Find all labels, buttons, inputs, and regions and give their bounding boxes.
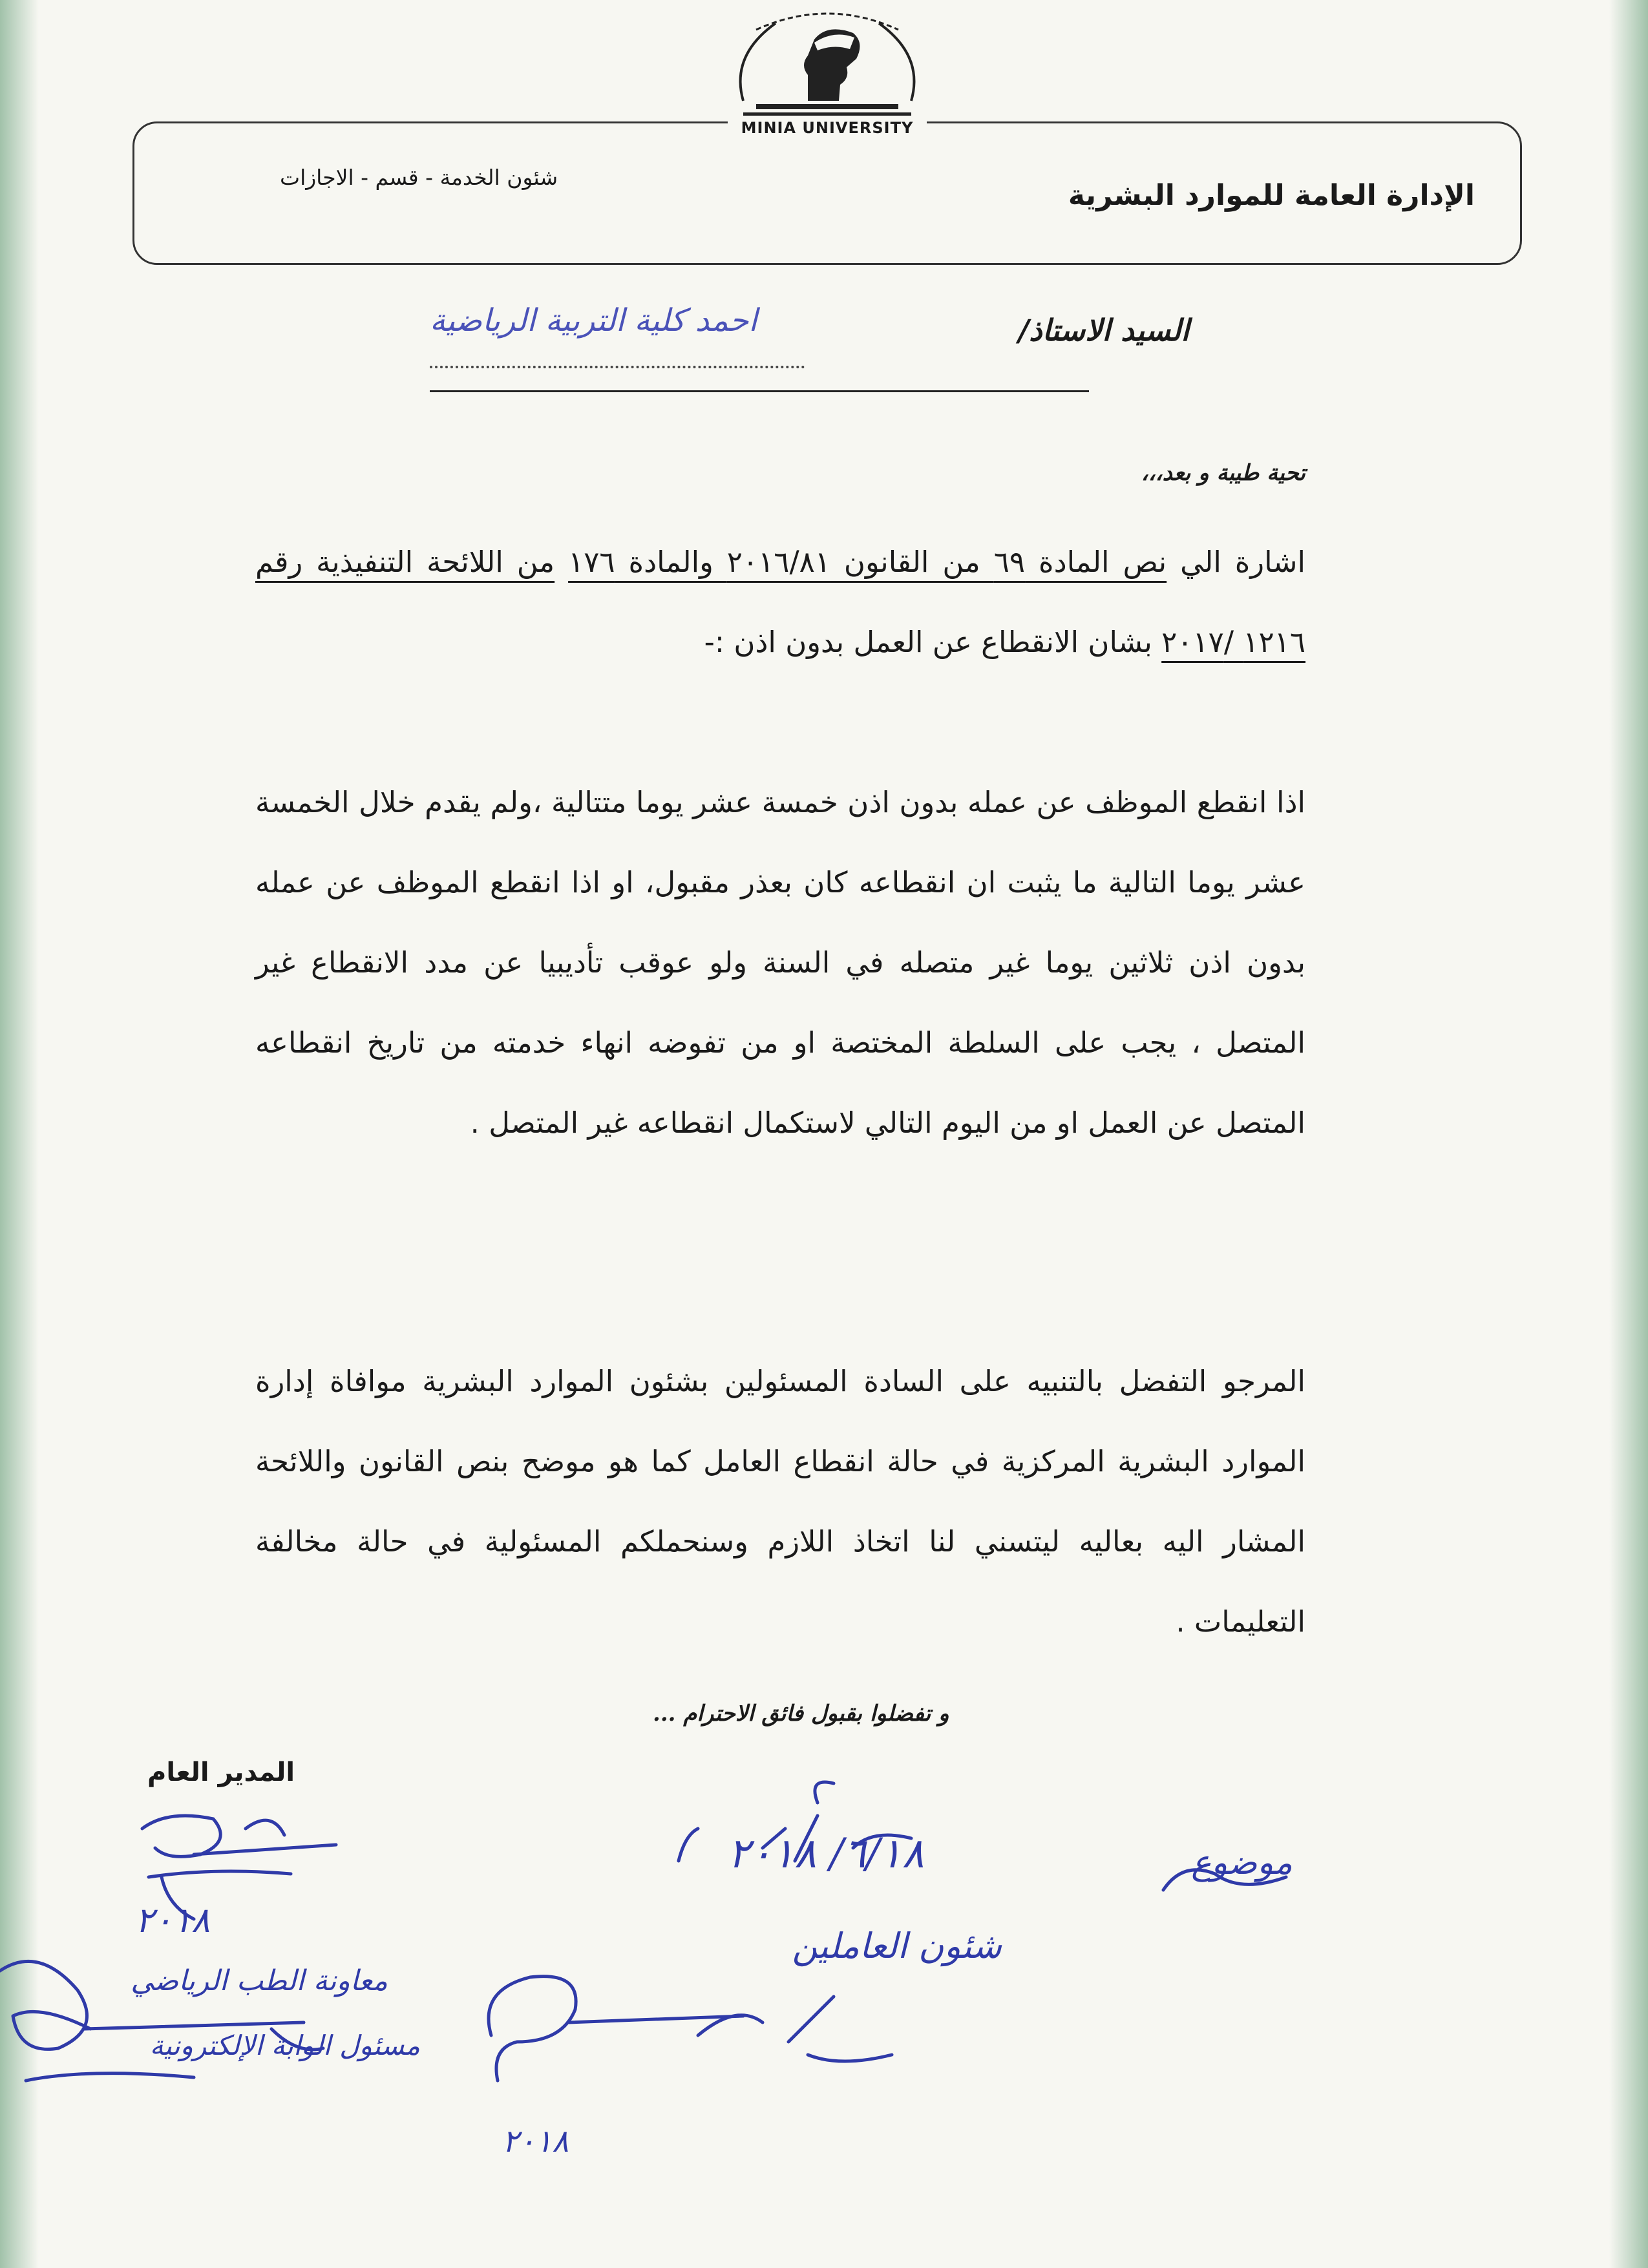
intro-law-reference: نص المادة ٦٩ من القانون ٢٠١٦/٨١ والمادة ١٧٦ bbox=[568, 545, 1167, 579]
director-title: المدير العام bbox=[147, 1758, 295, 1787]
scan-edge-right bbox=[1609, 0, 1648, 2268]
addressee-label: السيد الاستاذ/ bbox=[1018, 313, 1189, 348]
intro-text-2: بشان الانقطاع عن العمل بدون اذن :- bbox=[704, 625, 1162, 659]
paragraph-2: المرجو التفضل بالتنبيه على السادة المسئولين بشئون الموارد البشرية موافاة إدارة الموارد البشرية المركزية في حالة انقطاع العامل كما هو موضح بنص القانون واللائحة المشار اليه بعاليه ليتسني لنا اتخاذ اللازم وسنحملكم المسئولية في حالة مخالفة التعليمات . bbox=[255, 1364, 1305, 1639]
addressee-underline bbox=[430, 390, 1089, 392]
handwritten-note-left-1: معاونة الطب الرياضي bbox=[131, 1964, 388, 1997]
director-signature bbox=[142, 1816, 336, 1919]
right-note-strokes bbox=[1163, 1870, 1286, 1890]
paragraph-1: اذا انقطع الموظف عن عمله بدون اذن خمسة عشر يوما متتالية ،ولم يقدم خلال الخمسة عشر يوما التالية ما يثبت ان انقطاعه كان بعذر مقبول، او اذا انقطع الموظف عن عمله بدون اذن ثلاثين يوما غير متصله في السنة ولو عوقب تأديبيا عن مدد الانقطاع غير المتصل ، يجب على السلطة المختصة او من تفوضه انهاء خدمته من تاريخ انقطاعه المتصل عن العمل او من اليوم التالي لاستكمال انقطاعه غير المتصل . bbox=[255, 785, 1305, 1140]
intro-text-1: اشارة الي bbox=[1167, 545, 1305, 579]
handwritten-note-right: موضوع bbox=[1191, 1843, 1293, 1882]
scan-edge-left bbox=[0, 0, 39, 2268]
center-signature-top bbox=[679, 1782, 911, 1861]
intro-paragraph bbox=[255, 522, 1305, 682]
addressee-handwritten-name: احمد كلية التربية الرياضية bbox=[430, 302, 757, 339]
section-name: شئون الخدمة - قسم - الاجازات bbox=[280, 165, 558, 190]
center-signature-bottom bbox=[489, 1977, 892, 2081]
greeting: تحية طيبة و بعد،،، bbox=[1141, 460, 1305, 486]
handwritten-note-left-2: مسئول الوابة الإلكترونية bbox=[149, 2030, 420, 2061]
intro-regulation-reference: من اللائحة التنفيذية رقم ١٢١٦ /٢٠١٧ bbox=[255, 545, 1305, 659]
department-name: الإدارة العامة للموارد البشرية bbox=[1068, 179, 1475, 212]
handwritten-note-center: شئون العاملين bbox=[792, 1926, 1002, 1966]
handwritten-date-center: ٦/١٨/ ٢٠١٨ bbox=[727, 1830, 924, 1878]
handwritten-year-bottom: ٢٠١٨ bbox=[502, 2123, 569, 2159]
left-signature bbox=[0, 1961, 323, 2081]
addressee-dotted-line bbox=[430, 366, 805, 368]
closing-phrase: و تفضلوا بقبول فائق الاحترام ... bbox=[653, 1701, 949, 1727]
handwritten-year-left: ٢٠١٨ bbox=[134, 1900, 210, 1940]
logo-caption: MINIA UNIVERSITY bbox=[728, 119, 927, 137]
